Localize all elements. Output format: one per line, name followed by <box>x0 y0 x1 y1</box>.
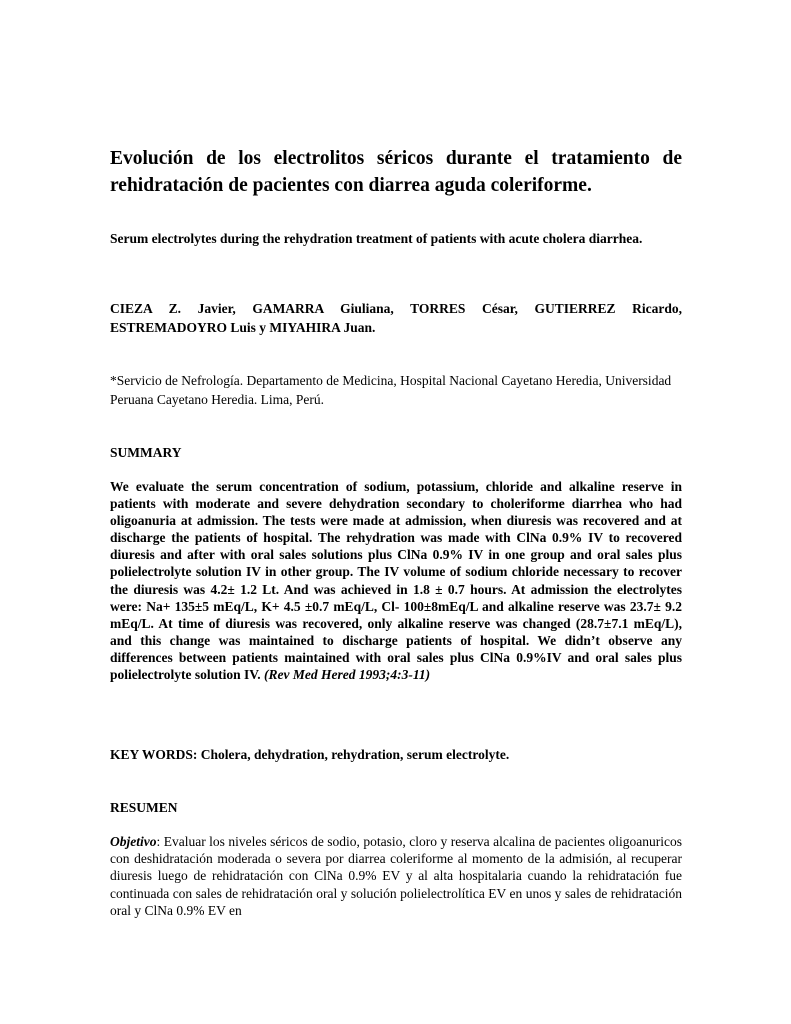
resumen-lead: Objetivo <box>110 834 157 849</box>
resumen-abstract <box>110 833 682 919</box>
keywords: KEY WORDS: Cholera, dehydration, rehydration, serum electrolyte. <box>110 747 510 762</box>
summary-heading: SUMMARY <box>110 445 182 460</box>
resumen-heading: RESUMEN <box>110 800 178 815</box>
summary-abstract <box>110 478 682 683</box>
resumen-text: : Evaluar los niveles séricos de sodio, potasio, cloro y reserva alcalina de pacientes oligoanuricos con deshidratación moderada o severa por diarrea coleriforme al momento de la admisión, al recuperar diuresis luego de rehidratación con ClNa 0.9% EV y al alta hospitalaria cuando la rehidratación fue continuada con sales de rehidratación oral y solución polielectrolítica EV en unos y sales de rehidratación oral y ClNa 0.9% EV en <box>110 834 682 918</box>
english-title: Serum electrolytes during the rehydration treatment of patients with acute cholera diarrhea. <box>110 231 643 246</box>
paper-title: Evolución de los electrolitos séricos durante el tratamiento de rehidratación de pacientes con diarrea aguda coleriforme. <box>110 148 682 196</box>
author-list: CIEZA Z. Javier, GAMARRA Giuliana, TORRES César, GUTIERREZ Ricardo, ESTREMADOYRO Luis y MIYAHIRA Juan. <box>110 301 682 335</box>
summary-text: We evaluate the serum concentration of sodium, potassium, chloride and alkaline reserve in patients with moderate and severe dehydration secondary to choleriforme diarrhea who had oligoanuria at admission. The tests were made at admission, when diuresis was recovered and at discharge the patients of hospital. The rehydration was made with ClNa 0.9% IV to recovered diuresis and after with oral sales solutions plus ClNa 0.9% IV in one group and oral sales plus polielectrolyte solution IV in other group. The IV volume of sodium chloride necessary to recover the diuresis was 4.2± 1.2 Lt. And was achieved in 1.8 ± 0.7 hours. At admission the electrolytes were: Na+ 135±5 mEq/L, K+ 4.5 ±0.7 mEq/L, Cl- 100±8mEq/L and alkaline reserve was 23.7± 9.2 mEq/L. At time of diuresis was recovered, only alkaline reserve was changed (28.7±7.1 mEq/L), and this change was maintained to discharge patients of hospital. We didn’t observe any differences between patients maintained with oral sales plus ClNa 0.9%IV and oral sales plus polielectrolyte solution IV. <box>110 479 682 683</box>
affiliation: *Servicio de Nefrología. Departamento de Medicina, Hospital Nacional Cayetano Heredia, Universidad Peruana Cayetano Heredia. Lima, Perú. <box>110 373 672 407</box>
summary-citation: (Rev Med Hered 1993;4:3-11) <box>264 667 431 683</box>
